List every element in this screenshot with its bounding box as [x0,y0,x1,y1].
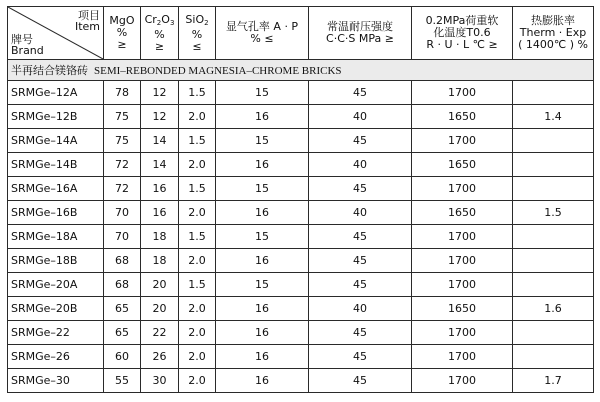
table-row [8,369,594,393]
cell-apparent-porosity: 15 [216,129,309,153]
header-item-cn: 项目 [78,9,100,22]
cell-thermal-expansion: 1.6 [513,297,594,321]
cell-mgo: 65 [104,321,141,345]
cell-cold-crushing-strength: 40 [309,105,412,129]
cell-cold-crushing-strength: 45 [309,273,412,297]
cell-sio2: 1.5 [179,129,216,153]
cell-thermal-expansion [513,225,594,249]
cell-rul: 1700 [412,177,513,201]
table-row [8,249,594,273]
cell-cold-crushing-strength: 40 [309,201,412,225]
cell-apparent-porosity: 16 [216,105,309,129]
cell-rul: 1650 [412,105,513,129]
cell-sio2: 1.5 [179,273,216,297]
header-corner-cell [8,7,104,60]
cell-thermal-expansion: 1.4 [513,105,594,129]
cell-cr2o3: 18 [141,225,179,249]
cell-mgo: 65 [104,297,141,321]
cell-rul: 1700 [412,81,513,105]
cell-cr2o3: 22 [141,321,179,345]
cell-sio2: 2.0 [179,105,216,129]
cell-thermal-expansion [513,81,594,105]
cell-brand: SRMGe–18B [8,249,104,273]
cell-thermal-expansion [513,177,594,201]
cell-brand: SRMGe–30 [8,369,104,393]
group-title-cell [8,60,594,81]
cell-rul: 1700 [412,345,513,369]
table-row [8,129,594,153]
header-cold-crushing-strength: 常温耐压强度 C·C·S MPa ≥ [309,7,412,60]
cell-brand: SRMGe–16A [8,177,104,201]
cell-sio2: 2.0 [179,297,216,321]
cell-cr2o3: 20 [141,273,179,297]
cell-cold-crushing-strength: 45 [309,129,412,153]
group-title-cn: 半再结合镁铬砖 [11,64,88,77]
cell-sio2: 2.0 [179,321,216,345]
cell-brand: SRMGe–12B [8,105,104,129]
cell-thermal-expansion [513,321,594,345]
cell-apparent-porosity: 16 [216,201,309,225]
cell-brand: SRMGe–26 [8,345,104,369]
cell-mgo: 70 [104,201,141,225]
header-apparent-porosity: 显气孔率 A · P % ≤ [216,7,309,60]
cell-brand: SRMGe–12A [8,81,104,105]
cell-mgo: 72 [104,177,141,201]
header-brand-en: Brand [11,44,44,57]
table-row [8,105,594,129]
cell-sio2: 1.5 [179,81,216,105]
cell-sio2: 2.0 [179,153,216,177]
spec-table-container [7,6,593,393]
cell-cold-crushing-strength: 45 [309,345,412,369]
table-row [8,297,594,321]
cell-mgo: 70 [104,225,141,249]
cell-thermal-expansion: 1.7 [513,369,594,393]
cell-cr2o3: 12 [141,81,179,105]
cell-cr2o3: 18 [141,249,179,273]
table-row [8,153,594,177]
header-row [8,7,594,60]
cell-rul: 1700 [412,249,513,273]
table-row [8,345,594,369]
cell-brand: SRMGe–20B [8,297,104,321]
cell-cr2o3: 26 [141,345,179,369]
header-item-en: Item [74,20,100,33]
cell-cr2o3: 12 [141,105,179,129]
cell-thermal-expansion: 1.5 [513,201,594,225]
group-row [8,60,594,81]
cell-cold-crushing-strength: 45 [309,81,412,105]
cell-rul: 1700 [412,129,513,153]
cell-thermal-expansion [513,249,594,273]
cell-mgo: 55 [104,369,141,393]
cell-cr2o3: 14 [141,129,179,153]
cell-rul: 1700 [412,273,513,297]
header-thermal-expansion: 热膨胀率 Therm · Exp ( 1400℃ ) % [513,7,594,60]
cell-rul: 1650 [412,201,513,225]
cell-cold-crushing-strength: 45 [309,321,412,345]
cell-thermal-expansion [513,153,594,177]
cell-mgo: 68 [104,249,141,273]
cell-brand: SRMGe–14A [8,129,104,153]
cell-brand: SRMGe–16B [8,201,104,225]
cell-mgo: 75 [104,129,141,153]
cell-thermal-expansion [513,273,594,297]
cell-apparent-porosity: 16 [216,345,309,369]
cell-cr2o3: 16 [141,177,179,201]
cell-cr2o3: 30 [141,369,179,393]
cell-apparent-porosity: 16 [216,153,309,177]
table-row [8,225,594,249]
cell-cr2o3: 14 [141,153,179,177]
cell-thermal-expansion [513,129,594,153]
cell-sio2: 2.0 [179,345,216,369]
group-title-en: SEMI–REBONDED MAGNESIA–CHROME BRICKS [94,65,342,77]
cell-sio2: 2.0 [179,369,216,393]
cell-cr2o3: 16 [141,201,179,225]
cell-rul: 1650 [412,153,513,177]
cell-apparent-porosity: 16 [216,297,309,321]
cell-brand: SRMGe–14B [8,153,104,177]
table-row [8,273,594,297]
cell-rul: 1700 [412,321,513,345]
header-mgo: MgO % ≥ [104,7,141,60]
cell-rul: 1700 [412,369,513,393]
table-row [8,321,594,345]
cell-cold-crushing-strength: 45 [309,249,412,273]
table-row [8,201,594,225]
cell-sio2: 2.0 [179,201,216,225]
cell-cold-crushing-strength: 45 [309,225,412,249]
cell-apparent-porosity: 16 [216,249,309,273]
cell-apparent-porosity: 16 [216,369,309,393]
cell-sio2: 1.5 [179,225,216,249]
cell-mgo: 68 [104,273,141,297]
cell-cr2o3: 20 [141,297,179,321]
cell-mgo: 78 [104,81,141,105]
cell-cold-crushing-strength: 45 [309,369,412,393]
table-row [8,81,594,105]
cell-mgo: 75 [104,105,141,129]
cell-sio2: 2.0 [179,249,216,273]
cell-apparent-porosity: 15 [216,273,309,297]
cell-mgo: 60 [104,345,141,369]
header-refractoriness-under-load: 0.2MPa荷重软 化温度T0.6 R · U · L ℃ ≥ [412,7,513,60]
header-brand-cn: 牌号 [11,33,33,46]
cell-thermal-expansion [513,345,594,369]
cell-mgo: 72 [104,153,141,177]
spec-table [7,6,594,393]
cell-apparent-porosity: 15 [216,177,309,201]
cell-apparent-porosity: 15 [216,225,309,249]
cell-brand: SRMGe–20A [8,273,104,297]
cell-rul: 1650 [412,297,513,321]
header-cr2o3: $Cr_2O_3$ % ≥ [141,7,179,60]
cell-cold-crushing-strength: 40 [309,153,412,177]
header-sio2: SiO$_2$ % ≤ [179,7,216,60]
cell-rul: 1700 [412,225,513,249]
cell-apparent-porosity: 15 [216,81,309,105]
cell-apparent-porosity: 16 [216,321,309,345]
cell-brand: SRMGe–22 [8,321,104,345]
table-row [8,177,594,201]
cell-brand: SRMGe–18A [8,225,104,249]
cell-cold-crushing-strength: 45 [309,177,412,201]
cell-sio2: 1.5 [179,177,216,201]
cell-cold-crushing-strength: 40 [309,297,412,321]
